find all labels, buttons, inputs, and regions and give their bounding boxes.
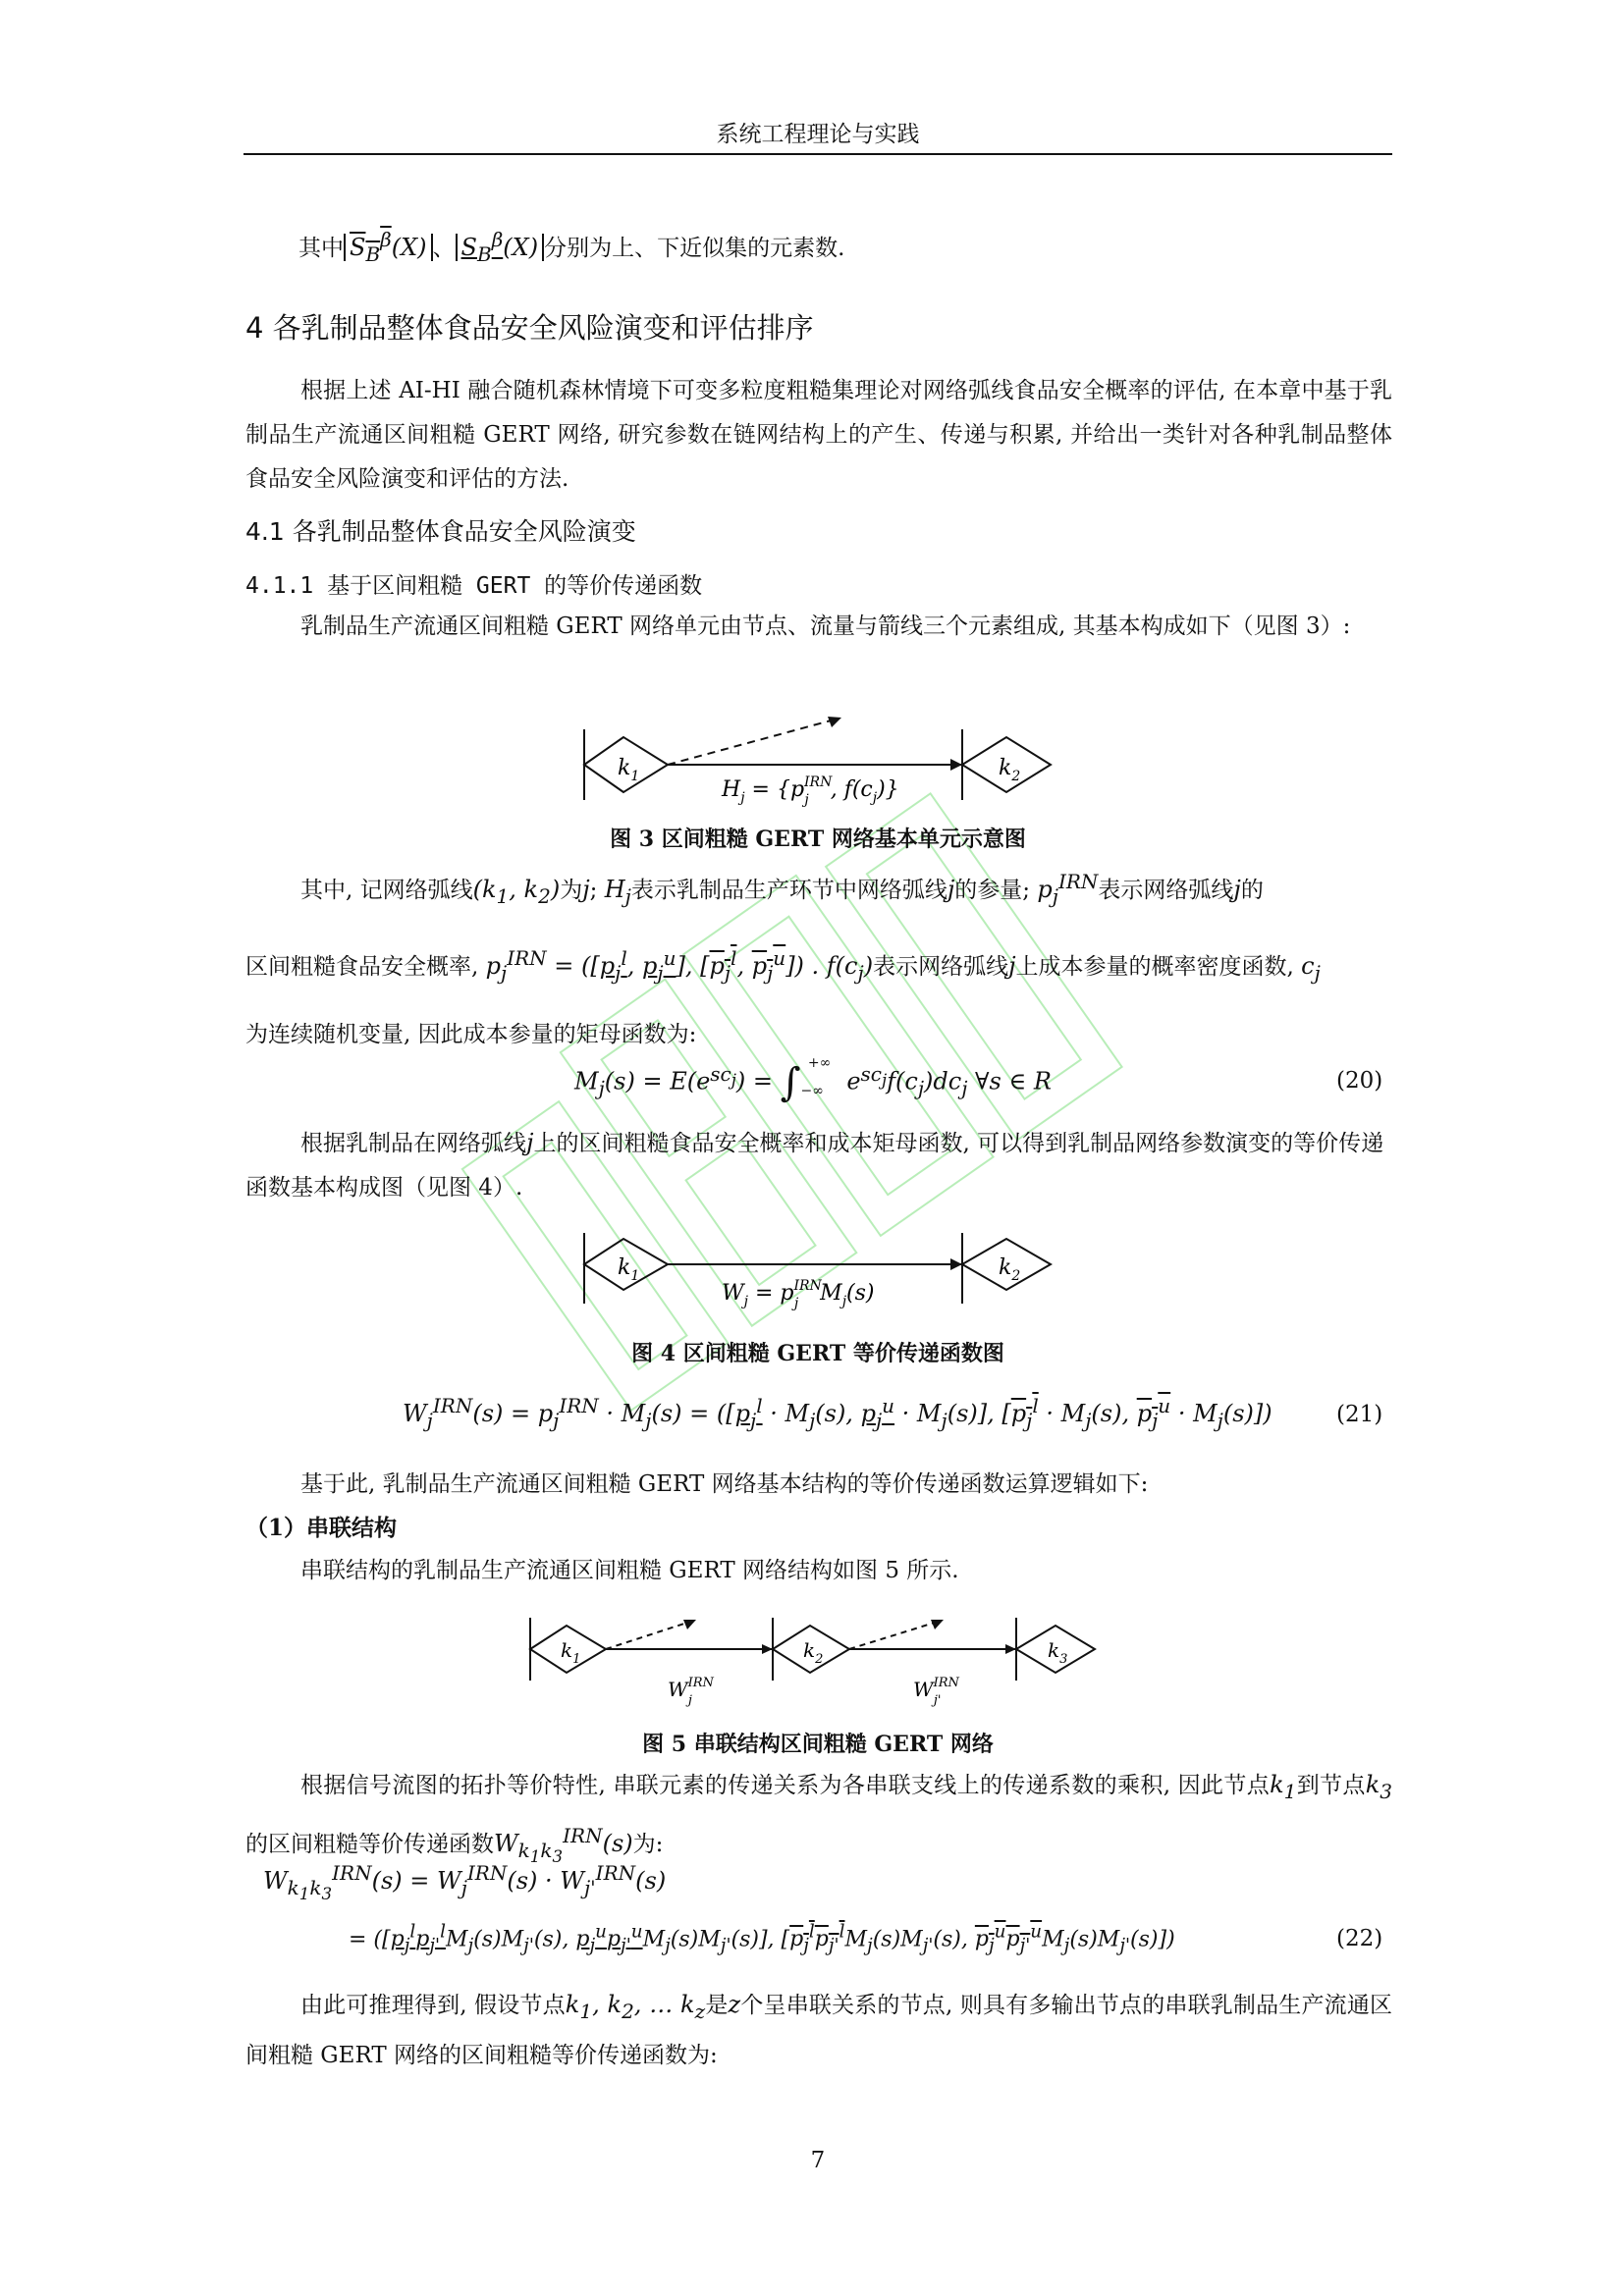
where-text-1f: 的 (1240, 878, 1264, 903)
equation-22-line2: = ([$p_j^lp_{j'}^lM_j(s)M_{j'}(s)$, $p_j^up_{j'}^uM_j(s)M_{j'}(s)$], [$p_j^lp_{j'}^lM_j(s)M_{j'}(s)$, $p_j^up_{j'}^uM_j(s)M_{j'}(s)$]) (349, 1922, 1175, 1956)
arc1-label: $W^{IRN}$ j (668, 1676, 714, 1708)
fig4-intro-b: 上的区间粗糙食品安全概率和成本矩母函数, 可以得到乳制品网络参数演变的等价传递函数基本构成图（见图 4）. (245, 1131, 1384, 1201)
fig4-intro-a: 根据乳制品在网络弧线 (300, 1131, 526, 1156)
var-j-5: j (526, 1129, 534, 1156)
arc2-label: $W^{IRN}$ j' (913, 1676, 959, 1708)
section-4-1-1-title: 4.1.1 基于区间粗糙 GERT 的等价传递函数 (245, 573, 703, 599)
node-k2-label: $k_2$ (999, 1255, 1021, 1284)
var-hj: $H_j$ (604, 876, 631, 908)
intro-prefix: 其中 (298, 236, 344, 261)
infer-c: 个呈串联关系的节点, 则具有多输出节点的串联乳制品生产流通区间粗糙 GERT 网络的区间粗糙等价传递函数为: (245, 1993, 1393, 2068)
node-k1-label: $k_1$ (618, 756, 640, 784)
equation-20: $M_j(s) = E(e^{sc_j}) = \int_{-\infty}^{+\infty}e^{sc_j}f(c_j)dc_j$ ∀s ∈ R (574, 1054, 1052, 1105)
equation-22-number: (22) (1336, 1926, 1383, 1951)
intro-line (298, 218, 1379, 277)
figure-4-caption: 图 4 区间粗糙 GERT 等价传递函数图 (631, 1341, 1004, 1366)
figure-5-caption: 图 5 串联结构区间粗糙 GERT 网络 (642, 1732, 994, 1757)
arc-k1k2: ($k_1$, $k_2$) (472, 876, 561, 908)
figure-4-diagram (574, 1225, 1065, 1318)
serial-heading: （1）串联结构 (245, 1515, 398, 1541)
node-k2-label: $k_2$ (999, 756, 1021, 784)
running-header: 系统工程理论与实践 (716, 122, 920, 147)
section-4-title: 4 各乳制品整体食品安全风险演变和评估排序 (245, 311, 814, 345)
infer-paragraph (245, 1983, 1392, 2078)
var-j: j (582, 876, 590, 903)
signal-b: 到节点 (1296, 1773, 1366, 1798)
var-j-4: j (1008, 951, 1016, 980)
figure-3-diagram (574, 702, 1065, 815)
infer-a: 由此可推理得到, 假设节点 (300, 1993, 566, 2018)
var-k3: $k_3$ (1365, 1771, 1393, 1803)
signal-a: 根据信号流图的拓扑等价特性, 串联元素的传递关系为各串联支线上的传递系数的乘积, 因此节点 (300, 1773, 1271, 1798)
var-z: z (728, 1991, 741, 2018)
node-k1-label: $k_1$ (618, 1255, 640, 1284)
arc-label-w: $W_j = p^{IRN}$ j $M_j(s)$ (722, 1278, 875, 1311)
var-k-seq: $k_1$, $k_2$, … $k_z$ (565, 1991, 706, 2023)
node-k1-label: $k_1$ (561, 1638, 581, 1667)
unit-paragraph: 乳制品生产流通区间粗糙 GERT 网络单元由节点、流量与箭线三个元素组成, 其基本构成如下（见图 3）: (300, 614, 1351, 639)
node-k2-label: $k_2$ (803, 1638, 824, 1667)
where-text-2b: 表示网络弧线 (873, 953, 1009, 980)
lower-set-expr: $S_B^\beta(X)$ (456, 234, 545, 261)
intro-suffix: 分别为上、下近似集的元素数. (544, 236, 845, 261)
var-cj: $c_j$ (1301, 951, 1321, 985)
based-paragraph: 基于此, 乳制品生产流通区间粗糙 GERT 网络基本结构的等价传递函数运算逻辑如下: (300, 1471, 1149, 1497)
figure-5-diagram (525, 1610, 1114, 1713)
node-k3-label: $k_3$ (1048, 1638, 1068, 1667)
var-j-2: j (947, 876, 955, 903)
equation-22-line1: $W_{k_1k_3}^{IRN}(s) = W_j^{IRN}(s) \cdot W_{j'}^{IRN}(s)$ (263, 1861, 667, 1903)
section-4-paragraph: 根据上述 AI-HI 融合随机森林情境下可变多粒度粗糙集理论对网络弧线食品安全概率的评估, 在本章中基于乳制品生产流通区间粗糙 GERT 网络, 研究参数在链网结构上的产生、传递与积累, 并给出一类针对各种乳制品整体食品安全风险演变和评估的方法. (245, 378, 1392, 492)
equation-20-number: (20) (1336, 1068, 1383, 1094)
var-w-k1k3: $W_{k_1k_3}^{IRN}(s)$ (494, 1823, 633, 1866)
where-text-1d: 的参量; (954, 878, 1031, 903)
where-text-1e: 表示网络弧线 (1098, 878, 1234, 903)
infer-b: 是 (705, 1993, 729, 2018)
header-rule (244, 153, 1392, 155)
figure-3-caption: 图 3 区间粗糙 GERT 网络基本单元示意图 (610, 827, 1026, 852)
where-text-1a: 其中, 记网络弧线 (300, 878, 473, 903)
upper-set-expr: $S_B^\beta(X)$ (344, 234, 433, 261)
signal-c: 的区间粗糙等价传递函数 (245, 1831, 494, 1857)
where-text-2c: 上成本参量的概率密度函数, (1015, 953, 1294, 980)
page-number: 7 (810, 2148, 826, 2173)
equation-21: $W_j^{IRN}(s) = p_j^{IRN} \cdot M_j(s) = ([p_j^l \cdot M_j(s)$, $p_j^u \cdot M_j(s)$], [$p_j^l \cdot M_j(s)$, $p_j^u \cdot M_j(s)$]) (403, 1394, 1272, 1432)
where-text-2a: 区间粗糙食品安全概率, (245, 953, 479, 980)
serial-paragraph: 串联结构的乳制品生产流通区间粗糙 GERT 网络结构如图 5 所示. (300, 1558, 959, 1583)
equation-21-number: (21) (1336, 1402, 1383, 1427)
section-4-1-title: 4.1 各乳制品整体食品安全风险演变 (245, 517, 636, 546)
where-text-1b: 为 (560, 878, 583, 903)
where-text-1c: 表示乳制品生产环节中网络弧线 (630, 878, 947, 903)
signal-d: 为: (632, 1831, 664, 1857)
arc-label-h: $H_j = \{p^{IRN}$ j , $f(c_j)$} (722, 774, 899, 808)
var-k1: $k_1$ (1270, 1771, 1297, 1803)
fig4-intro-paragraph (245, 1121, 1392, 1210)
var-j-3: j (1233, 876, 1241, 903)
intro-sep: 、 (432, 236, 456, 261)
var-pj-irn: $p_j^{IRN}$ (1037, 870, 1099, 908)
pj-irn-definition: $p_j^{IRN} = ([p_j^l$, $p_j^u$], [$p_j^l$, $p_j^u$]) . $f(c_j)$ (485, 945, 874, 985)
where-text-3: 为连续随机变量, 因此成本参量的矩母函数为: (245, 1021, 697, 1047)
where-paragraph: 其中, 记网络弧线($k_1$, $k_2$)为j; $H_j$表示乳制品生产环节中网络弧线j的参量; $p_j^{IRN}$表示网络弧线j的 区间粗糙食品安全概率, $p_j^{IRN} = ([p_j^l$, $p_j^u$], [$p_j^l$, $p_j^u$]) . $f(c_j)$表示网络弧线j上成本参量的概率密度函数, $c_j$ 为连续随机变量, 因此成本参量的矩母函数为: (245, 860, 1392, 1057)
